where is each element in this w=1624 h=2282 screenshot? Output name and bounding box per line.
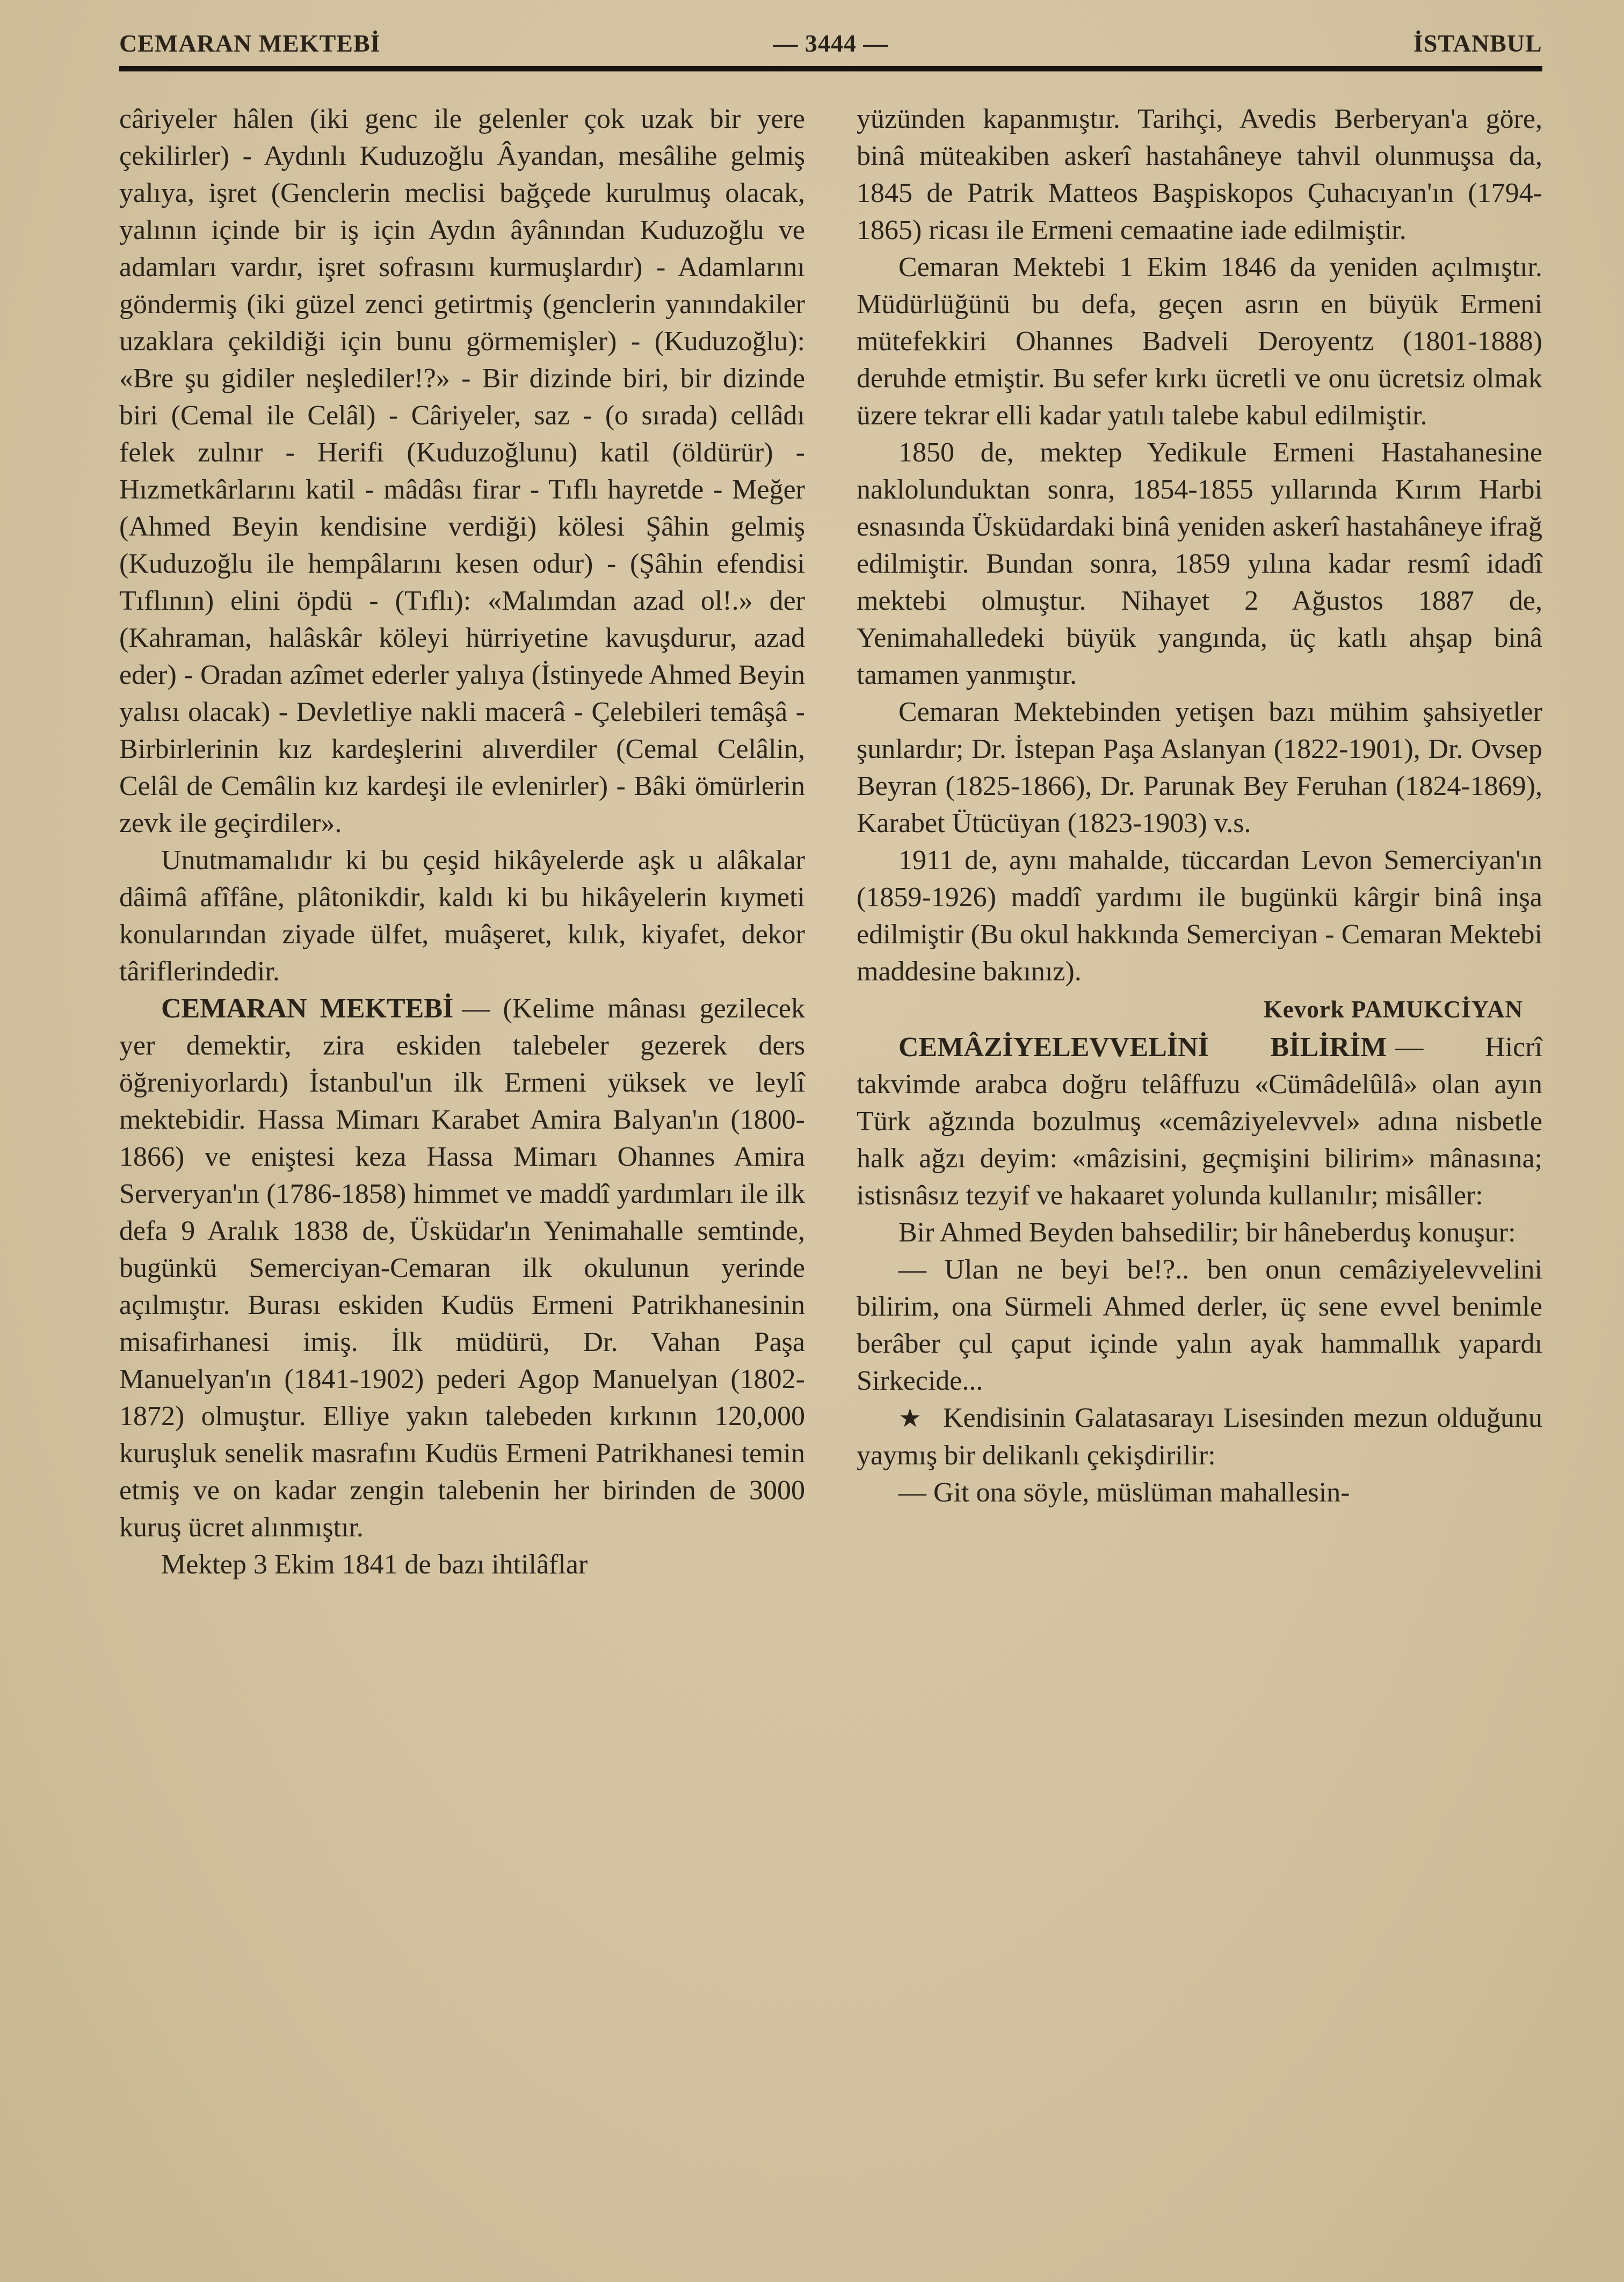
left-column xyxy=(119,100,805,1583)
text-columns xyxy=(119,100,1542,1583)
page-number: — 3444 — xyxy=(773,30,889,57)
paragraph-text: Cemaran Mektebinden yetişen bazı mühim şahsiyetler şunlardır; Dr. İstepan Paşa Aslanyan (1822-1901), Dr. Ovsep Beyran (1825-1866), Dr. Parunak Bey Feruhan (1824-1869), Karabet Ütücüyan (1823-1903) v.s. xyxy=(857,697,1542,839)
paragraph xyxy=(857,1214,1542,1251)
running-title-right: İSTANBUL xyxy=(1413,30,1542,57)
dialogue-paragraph xyxy=(857,1251,1542,1399)
paragraph xyxy=(857,100,1542,249)
paragraph xyxy=(857,434,1542,694)
paragraph-text: Mektep 3 Ekim 1841 de bazı ihtilâflar xyxy=(161,1549,588,1580)
entry-cemaziyelevvelini-bilirim xyxy=(857,1029,1542,1214)
paragraph xyxy=(857,249,1542,434)
paragraph-text: Cemaran Mektebi 1 Ekim 1846 da yeniden açılmıştır. Müdürlüğünü bu defa, geçen asrın en büyük Ermeni mütefekkiri Ohannes Badveli Deroyentz (1801-1888) deruhde etmiştir. Bu sefer kırkı ücretli ve onu ücretsiz olmak üzere tekrar elli kadar yatılı talebe kabul edilmiştir. xyxy=(857,252,1542,431)
author-name: Kevork PAMUKCİYAN xyxy=(1263,996,1523,1023)
paragraph-text: Unutmamalıdır ki bu çeşid hikâyelerde aşk u alâkalar dâimâ afîfâne, plâtonikdir, kaldı ki bu hikâyelerin kıymeti konularından ziyade ülfet, muâşeret, kılık, kiyafet, dekor târiflerindedir. xyxy=(119,845,805,987)
entry-headword: CEMÂZİYELEVVELİNİ BİLİRİM xyxy=(898,1032,1387,1063)
paragraph-text: — (Kelime mânası gezilecek yer demektir, zira eskiden talebeler gezerek ders öğreniyorlardı) İstanbul'un ilk Ermeni yüksek ve leylî mektebidir. Hassa Mimarı Karabet Amira Balyan'ın (1800-1866) ve eniştesi keza Hassa Mimarı Ohannes Amira Serveryan'ın (1786-1858) himmet ve maddî yardımları ile ilk defa 9 Aralık 1838 de, Üsküdar'ın Yenimahalle semtinde, bugünkü Semerciyan-Cemaran ilk okulunun yerinde açılmıştır. Burası eskiden Kudüs Ermeni Patrikhanesinin misafirhanesi imiş. İlk müdürü, Dr. Vahan Paşa Manuelyan'ın (1841-1902) pederi Agop Manuelyan (1802-1872) olmuştur. Elliye yakın talebeden kırkının 120,000 kuruşluk senelik masrafını Kudüs Ermeni Patrikhanesi temin etmiş ve on kadar zengin talebenin her birinden de 3000 kuruş ücret alınmıştır. xyxy=(119,993,805,1543)
paragraph xyxy=(857,842,1542,990)
paragraph xyxy=(119,842,805,990)
paragraph-text: yüzünden kapanmıştır. Tarihçi, Avedis Berberyan'a göre, binâ müteakiben askerî hastahâneye tahvil olunmuşsa da, 1845 de Patrik Matteos Başpiskopos Çuhacıyan'ın (1794-1865) ricası ile Ermeni cemaatine iade edilmiştir. xyxy=(857,104,1542,245)
paragraph-text: câriyeler hâlen (iki genc ile gelenler çok uzak bir yere çekilirler) - Aydınlı Kuduzoğlu Âyandan, mesâlihe gelmiş yalıya, işret (Genclerin meclisi bağçede kurulmuş olacak, yalının içinde bir iş için Aydın âyânından Kuduzoğlu ve adamları vardır, işret sofrasını kurmuşlardır) - Adamlarını göndermiş (iki güzel zenci getirtmiş (genclerin yanındakiler uzaklara çekildiği için bunu görmemişler) - (Kuduzoğlu): «Bre şu gidiler neşlediler!?» - Bir dizinde biri, bir dizinde biri (Cemal ile Celâl) - Câriyeler, saz - (o sırada) cellâdı felek zulnır - Herifi (Kuduzoğlunu) katil (öldürür) - Hızmetkârlarını katil - mâdâsı firar - Tıflı hayretde - Meğer (Ahmed Beyin kendisine verdiği) kölesi Şâhin gelmiş (Kuduzoğlu ile hempâlarını kesen odur) - (Şâhin efendisi Tıflının) elini öpdü - (Tıflı): «Malımdan azad ol!.» der (Kahraman, halâskâr köleyi hürriyetine kavuşdurur, azad eder) - Oradan azîmet ederler yalıya (İstinyede Ahmed Beyin yalısı olacak) - Devletliye nakli macerâ - Çelebileri temâşâ - Birbirlerinin kız kardeşlerini alıverdiler (Cemal Celâlin, Celâl de Cemâlin kız kardeşi ile evlenirler) - Bâki ömürlerin zevk ile geçirdiler». xyxy=(119,104,805,839)
entry-headword: CEMARAN MEKTEBİ xyxy=(161,993,454,1024)
paragraph xyxy=(857,1399,1542,1474)
paragraph xyxy=(119,100,805,842)
paragraph-text: — Ulan ne beyi be!?.. ben onun cemâziyelevvelini bilirim, ona Sürmeli Ahmed derler, üç sene evvel benimle berâber çul çaput içinde yalın ayak hammallık yapardı Sirkecide... xyxy=(857,1254,1542,1396)
paragraph-text: Kendisinin Galatasarayı Lisesinden mezun olduğunu yaymış bir delikanlı çekişdirilir: xyxy=(857,1403,1543,1471)
paragraph-text: 1911 de, aynı mahalde, tüccardan Levon Semerciyan'ın (1859-1926) maddî yardımı ile bugünkü kârgir binâ inşa edilmiştir (Bu okul hakkında Semerciyan - Cemaran Mektebi maddesine bakınız). xyxy=(857,845,1542,987)
header-rule xyxy=(119,66,1542,71)
paragraph-text: — Hicrî takvimde arabca doğru telâffuzu «Cümâdelûlâ» olan ayın Türk ağzında bozulmuş «cemâziyelevvel» adına nisbetle halk ağzı deyim: «mâzisini, geçmişini bilirim» mânasına; istisnâsız tezyif ve hakaaret yolunda kullanılır; misâller: xyxy=(857,1032,1542,1211)
entry-cemaran-mektebi xyxy=(119,990,805,1546)
paragraph-text: Bir Ahmed Beyden bahsedilir; bir hâneberduş konuşur: xyxy=(898,1217,1516,1248)
paragraph-text: — Git ona söyle, müslüman mahallesin- xyxy=(898,1477,1350,1508)
dialogue-paragraph xyxy=(857,1474,1542,1511)
paragraph xyxy=(857,694,1542,842)
right-column xyxy=(857,100,1542,1583)
paragraph-text: 1850 de, mektep Yedikule Ermeni Hastahanesine naklolunduktan sonra, 1854-1855 yıllarında Kırım Harbi esnasında Üsküdardaki binâ yeniden askerî hastahâneye ifrağ edilmiştir. Bundan sonra, 1859 yılına kadar resmî idadî mektebi olmuştur. Nihayet 2 Ağustos 1887 de, Yenimahalledeki büyük yangında, üç katlı ahşap binâ tamamen yanmıştır. xyxy=(857,437,1542,690)
page-header xyxy=(119,29,1542,57)
paragraph xyxy=(119,1546,805,1583)
author-signature xyxy=(857,990,1542,1029)
running-title-left: CEMARAN MEKTEBİ xyxy=(119,30,381,57)
star-icon: ★ xyxy=(898,1404,924,1433)
